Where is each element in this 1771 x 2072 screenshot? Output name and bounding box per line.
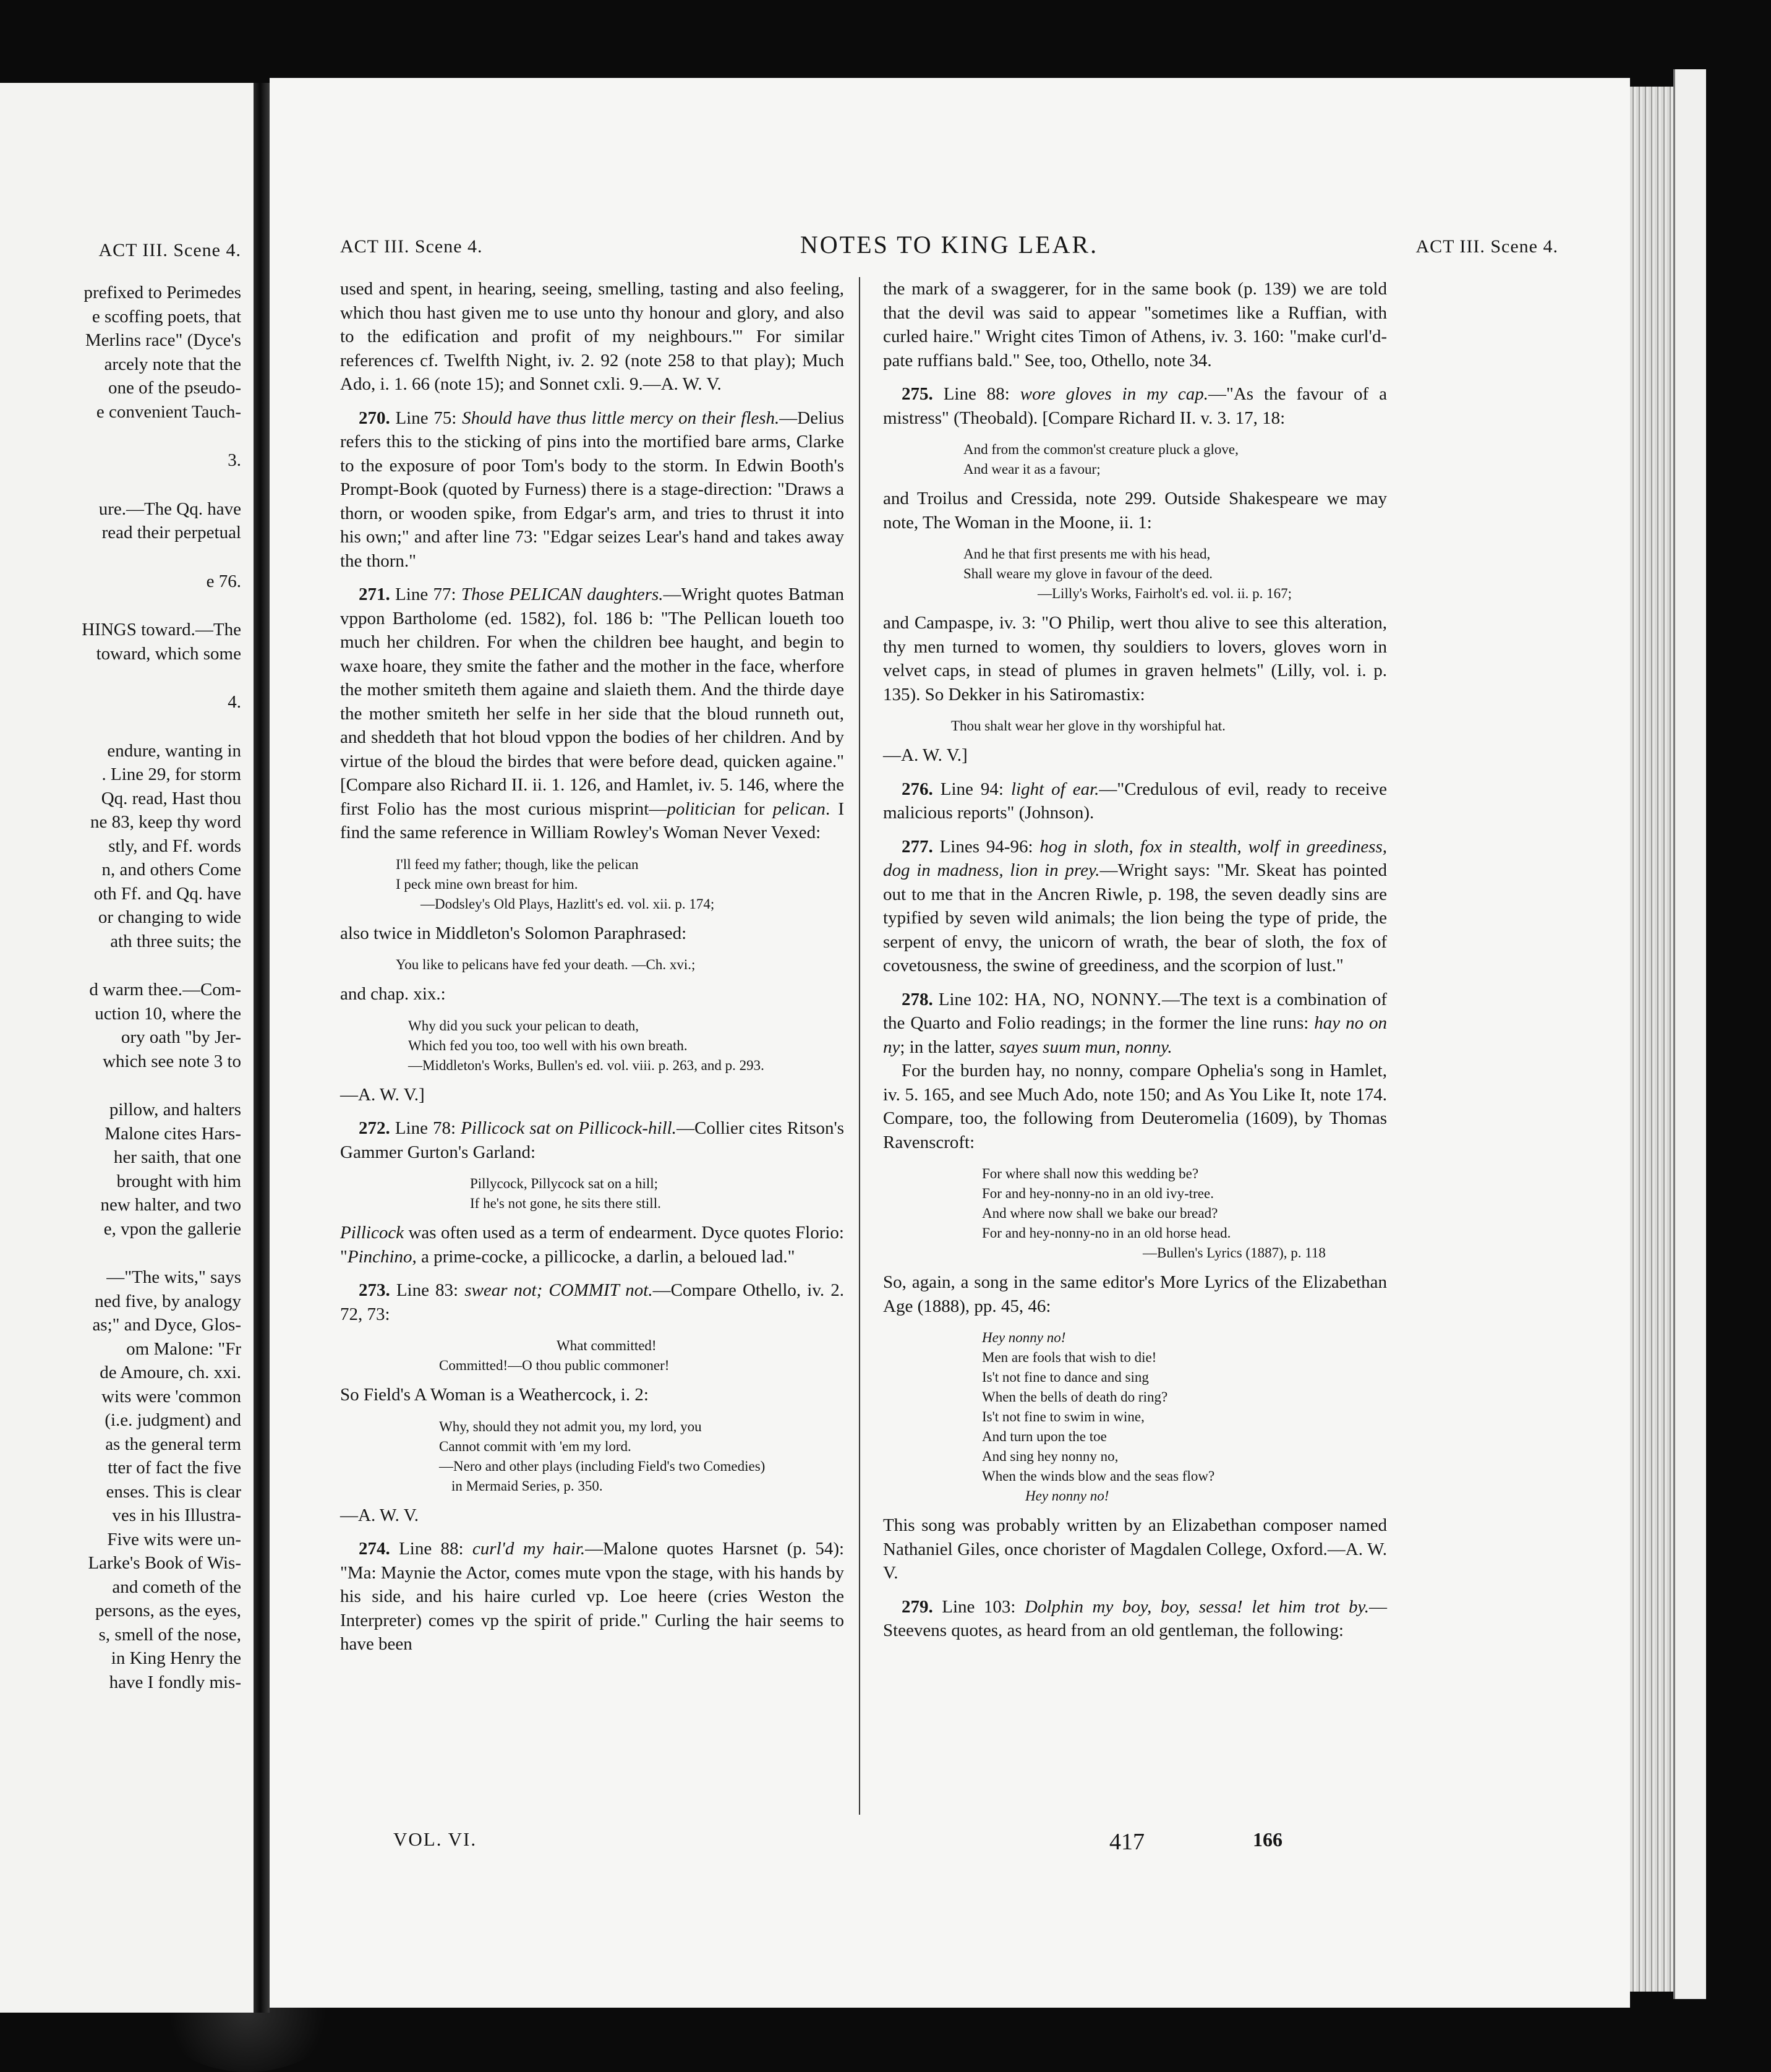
left-page-line: Larke's Book of Wis-: [88, 1553, 241, 1573]
left-page-line: [0, 1073, 241, 1098]
left-page-line: wits were 'common: [101, 1386, 241, 1406]
quotation-dekker: Thou shalt wear her glove in thy worshipful hat.: [951, 718, 1226, 734]
quotation-ritson: Pillycock, Pillycock sat on a hill; If he's not gone, he sits there still.: [470, 1176, 661, 1211]
left-page-line: e convenient Tauch-: [96, 401, 241, 422]
left-page-line: ath three suits; the: [110, 931, 241, 951]
note-270: 270. Line 75: Should have thus little mercy on their flesh.—Delius refers this to the sticking of pins into the mortified bare arms, Clarke to the exposure of poor Tom's body to the storm. In Edwin Booth's Prompt-Book (quoted by Furness) there is a stage-direction: "Draws a thorn, or wooden spike, from Edgar's arm, and tries to thrust it into his own;" and after line 73: "Edgar seizes Lear's hand and takes away the thorn.": [340, 408, 845, 571]
quotation-field: Why, should they not admit you, my lord, you Cannot commit with 'em my lord. —Nero and other plays (including Field's two Comedies) in Mermaid Series, p. 350.: [439, 1418, 766, 1494]
left-page-line: [0, 593, 241, 618]
left-page-line: e, vpon the gallerie: [103, 1218, 241, 1239]
note-276: 276. Line 94: light of ear.—"Credulous of evil, ready to receive malicious reports" (Johnson).: [883, 779, 1388, 823]
left-page-line: [0, 666, 241, 690]
paragraph-text: For the burden hay, no nonny, compare Ophelia's song in Hamlet, iv. 5. 165, and see Much Ado, note 150; and As You Like It, note 174. Compare, too, the following from Deuteromelia (1609), by Thomas Ravenscroft:: [883, 1061, 1387, 1152]
left-page-line: (i.e. judgment) and: [105, 1410, 241, 1430]
left-page-line: [0, 1241, 241, 1265]
running-head-left: ACT III. Scene 4.: [340, 236, 483, 257]
quotation-ravenscroft: For where shall now this wedding be? For and hey-nonny-no in an old ivy-tree. And where now shall we bake our bread? For and hey-nonny-no in an old horse head. —Bullen's Lyrics (1887), p. 118: [982, 1166, 1326, 1261]
note-275: 275. Line 88: wore gloves in my cap.—"As the favour of a mistress" (Theobald). [Compare Richard II. v. 3. 17, 18:: [883, 384, 1387, 428]
paragraph-text: and chap. xix.:: [340, 984, 446, 1004]
running-head-right: ACT III. Scene 4.: [1415, 236, 1558, 257]
note-272: 272. Line 78: Pillicock sat on Pillicock-hill.—Collier cites Ritson's Gammer Gurton's Garland:: [340, 1118, 845, 1162]
left-page-line: persons, as the eyes,: [95, 1601, 241, 1620]
left-page-line: s, smell of the nose,: [98, 1624, 241, 1645]
left-page-line: stly, and Ff. words: [108, 836, 241, 856]
left-page-line: ure.—The Qq. have: [98, 499, 241, 519]
book-gutter: [254, 83, 270, 2013]
left-page-line: toward, which some: [96, 643, 241, 664]
quotation-song: Hey nonny no! Men are fools that wish to die! Is't not fine to dance and sing When the bells of death do ring? Is't not fine to swim in wine, And turn upon the toe And sing hey nonny no, When the winds blow and the seas flow? Hey nonny no!: [982, 1330, 1215, 1504]
note-271: 271. Line 77: Those PELICAN daughters.—Wright quotes Batman vppon Bartholome (ed. 1582), fol. 186 b: "The Pellican loueth too much her children. For when the children bee haught, and begin to waxe hoare, they smite the father and the mother in the face, wherfore the mother smiteth them againe and slaieth them. And the thirde daye the mother smiteth her selfe in her side that the bloud runneth out, and sheddeth that hot bloud vppon the bodies of her children. And by virtue of the bloud the birdes that were before dead, quicken againe." [Compare also Richard II. ii. 1. 126, and Hamlet, iv. 5. 146, where the first Folio has the most curious misprint—politician for pelican. I find the same reference in William Rowley's Woman Never Vexed:: [340, 584, 845, 842]
left-page-line: or changing to wide: [98, 907, 241, 927]
quotation-woman-in-moone: And he that first presents me with his head, Shall weare my glove in favour of the deed. —Lilly's Works, Fairholt's ed. vol. ii. p. 167;: [963, 546, 1292, 601]
page-edges-outer: [1673, 69, 1706, 1999]
paragraph-text: So Field's A Woman is a Weathercock, i. 2:: [340, 1385, 649, 1405]
page-number: 417: [1109, 1829, 1145, 1855]
left-page-line: 3.: [228, 450, 241, 470]
left-page-line: om Malone: "Fr: [126, 1338, 241, 1359]
signature: —A. W. V.]: [340, 1084, 425, 1105]
left-text-column: [340, 277, 844, 1666]
left-page-line: ves in his Illustra-: [112, 1505, 241, 1525]
paragraph-text: So, again, a song in the same editor's More Lyrics of the Elizabethan Age (1888), pp. 45, 46:: [883, 1272, 1387, 1316]
left-page-line: Malone cites Hars-: [105, 1123, 241, 1144]
left-page-line: in King Henry the: [111, 1648, 241, 1668]
left-page-line: her saith, that one: [113, 1147, 241, 1167]
left-page-line: brought with him: [116, 1171, 241, 1191]
left-page: [0, 83, 255, 2013]
left-page-line: Qq. read, Hast thou: [101, 788, 241, 808]
paragraph-text: and Campaspe, iv. 3: "O Philip, wert thou alive to see this alteration, thy men turned to women, thy souldiers to lovers, gloves worn in velvet caps, in stead of plumes in graven helmets" (Lilly, vol. i. p. 135). So Dekker in his Satiromastix:: [883, 613, 1387, 704]
note-277: 277. Lines 94-96: hog in sloth, fox in stealth, wolf in greediness, dog in madness, lion in prey.—Wright says: "Mr. Skeat has pointed out to me that in the Ancren Riwle, p. 198, the seven deadly sins are typified by seven wild animals; the lion being the type of pride, the serpent of envy, the unicorn of wrath, the bear of sloth, the fox of covetousness, the swine of greediness, and the scorpion of lust.": [883, 836, 1388, 975]
column-divider: [859, 277, 860, 1815]
running-head: [340, 230, 1558, 267]
left-page-line: new halter, and two: [100, 1195, 241, 1215]
left-page-line: [0, 953, 241, 978]
left-page-line: pillow, and halters: [109, 1100, 241, 1119]
left-page-line: read their perpetual: [101, 523, 241, 542]
left-page-line: [0, 545, 241, 570]
left-page-line: which see note 3 to: [103, 1051, 241, 1071]
quotation-middleton-2: Why did you suck your pelican to death, Which fed you too, too well with his own breath. —Middleton's Works, Bullen's ed. vol. viii. p. 263, and p. 293.: [408, 1017, 764, 1073]
quotation-richard-ii: And from the common'st creature pluck a glove, And wear it as a favour;: [963, 442, 1239, 477]
left-page-line: . Line 29, for storm: [101, 764, 241, 784]
paragraph-continued: used and spent, in hearing, seeing, smelling, tasting and also feeling, which thou hast given me to use unto thy honour and glory, and also to the edification and profit of my neighbours.'" For similar references cf. Twelfth Night, iv. 2. 92 (note 258 to that play); Much Ado, i. 1. 66 (note 15); and Sonnet cxli. 9.—A. W. V.: [340, 279, 844, 394]
paragraph-text: also twice in Middleton's Solomon Paraphrased:: [340, 923, 687, 943]
left-page-running-head: ACT III. Scene 4.: [98, 240, 241, 260]
paragraph-text: Pillicock was often used as a term of endearment. Dyce quotes Florio: "Pinchino, a prime-cocke, a pillicocke, a darlin, a beloued lad.": [340, 1223, 844, 1267]
note-279: 279. Line 103: Dolphin my boy, boy, sessa! let him trot by.—Steevens quotes, as heard from an old gentleman, the following:: [883, 1596, 1388, 1640]
page-edges: [1630, 87, 1673, 1992]
left-page-line: ne 83, keep thy word: [90, 812, 241, 832]
left-page-line: as the general term: [105, 1434, 241, 1454]
note-273: 273. Line 83: swear not; COMMIT not.—Compare Othello, iv. 2. 72, 73:: [340, 1280, 845, 1324]
left-page-line: oth Ff. and Qq. have: [93, 883, 241, 904]
left-page-line: one of the pseudo-: [108, 378, 241, 398]
quotation-rowley: I'll feed my father; though, like the pelican I peck mine own breast for him. —Dodsley's Old Plays, Hazlitt's ed. vol. xii. p. 174;: [396, 856, 715, 912]
left-page-line: have I fondly mis-: [109, 1672, 241, 1692]
paragraph-text: and Troilus and Cressida, note 299. Outside Shakespeare we may note, The Woman in the Moone, ii. 1:: [883, 489, 1387, 533]
left-page-line: endure, wanting in: [107, 740, 241, 761]
paragraph-continued: the mark of a swaggerer, for in the same book (p. 139) we are told that the devil was said to appear "sometimes like a Ruffian, with curled haire." Wright cites Timon of Athens, iv. 3. 160: "make curl'd-pate ruffians bald." See, too, Othello, note 34.: [883, 279, 1387, 370]
left-page-line: Five wits were un-: [107, 1529, 241, 1549]
left-page-line: prefixed to Perimedes: [83, 283, 241, 302]
left-page-line: [0, 714, 241, 739]
quotation-middleton-1: You like to pelicans have fed your death. —Ch. xvi.;: [396, 957, 696, 972]
left-page-line: e 76.: [206, 571, 241, 591]
left-page-line: n, and others Come: [101, 860, 241, 880]
left-page-line: [0, 473, 241, 497]
left-page-line: e scoffing poets, that: [92, 306, 241, 327]
right-text-column: [883, 277, 1387, 1653]
left-page-text-column: [0, 281, 241, 1694]
signature: —A. W. V.]: [883, 745, 968, 765]
note-278: 278. Line 102: HA, NO, NONNY.—The text is a combination of the Quarto and Folio readings; in the former the line runs: hay no on ny; in the latter, sayes suum mun, nonny.: [883, 989, 1388, 1057]
paragraph-text: This song was probably written by an Elizabethan composer named Nathaniel Giles, once chorister of Magdalen College, Oxford.—A. W. V.: [883, 1515, 1387, 1583]
left-page-line: 4.: [228, 692, 241, 712]
page-title: NOTES TO KING LEAR.: [800, 231, 1099, 259]
left-page-line: enses. This is clear: [106, 1481, 241, 1502]
note-274: 274. Line 88: curl'd my hair.—Malone quotes Harsnet (p. 54): "Ma: Maynie the Actor, comes mute vpon the stage, with his hands by his side, and his haire curled vp. Loe heere (cries Weston the Interpreter) comes vp the spirit of pride." Curling the hair seems to have been: [340, 1539, 845, 1654]
left-page-line: de Amoure, ch. xxi.: [100, 1363, 241, 1382]
left-page-line: [0, 424, 241, 448]
left-page-line: Merlins race" (Dyce's: [85, 330, 241, 350]
left-page-line: —"The wits," says: [106, 1267, 241, 1287]
left-page-line: uction 10, where the: [95, 1003, 241, 1024]
left-page-line: tter of fact the five: [108, 1458, 241, 1478]
left-page-line: and cometh of the: [112, 1577, 241, 1597]
left-page-line: ory oath "by Jer-: [121, 1027, 241, 1047]
signature-mark: 166: [1253, 1828, 1282, 1851]
left-page-line: arcely note that the: [104, 354, 241, 374]
main-page: [270, 78, 1630, 2008]
left-page-line: HINGS toward.—The: [82, 620, 241, 640]
signature: —A. W. V.: [340, 1505, 419, 1525]
left-page-line: ned five, by analogy: [95, 1291, 241, 1311]
left-page-line: as;" and Dyce, Glos-: [92, 1315, 241, 1335]
quotation-othello: What committed! Committed!—O thou public commoner!: [439, 1338, 670, 1373]
volume-label: VOL. VI.: [393, 1828, 477, 1850]
left-page-line: d warm thee.—Com-: [89, 980, 241, 1000]
